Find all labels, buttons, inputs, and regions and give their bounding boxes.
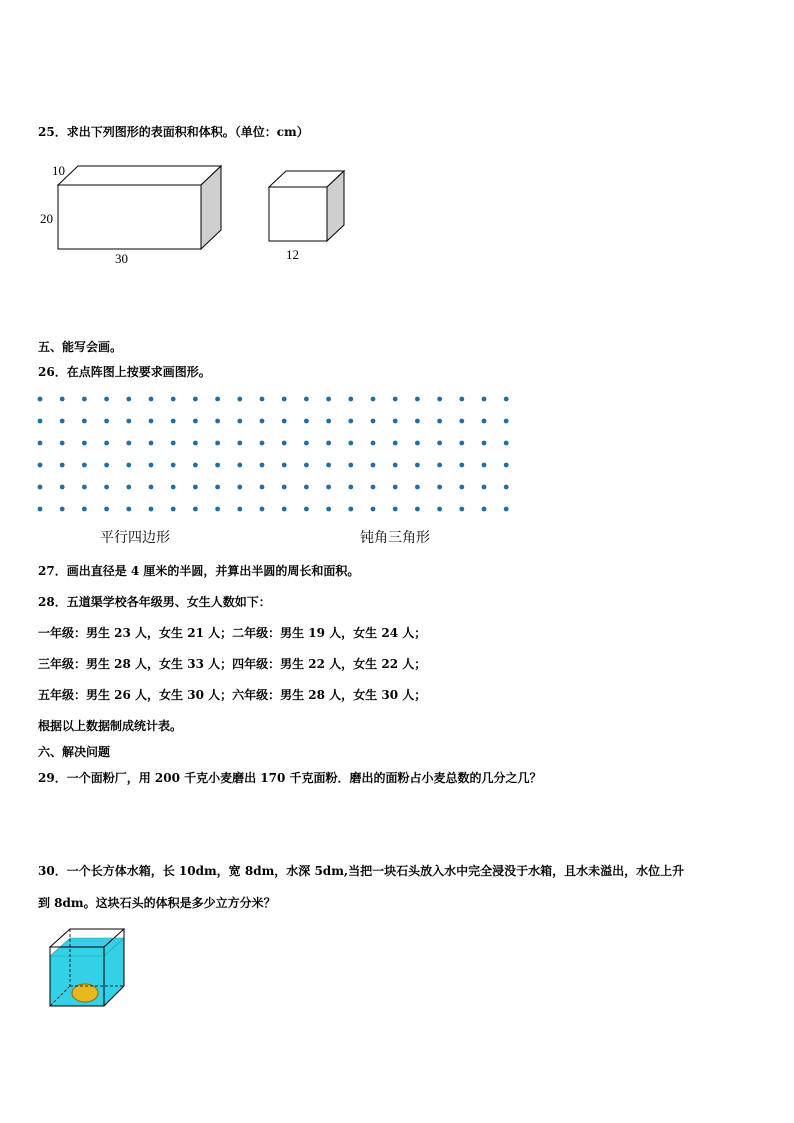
q26-title: 26．在点阵图上按要求画图形。	[38, 365, 211, 379]
q27-title: 27．画出直径是 4 厘米的半圆，并算出半圆的周长和面积。	[38, 564, 360, 578]
q28-line-3: 五年级：男生 26 人，女生 30 人；六年级：男生 28 人，女生 30 人；	[38, 688, 427, 702]
section6-title: 六、解决问题	[38, 745, 111, 759]
q25-title: 25．求出下列图形的表面积和体积。（单位：cm）	[38, 125, 309, 139]
cuboid-length-label: 30	[115, 251, 128, 266]
q30-line-1: 30．一个长方体水箱，长 10dm，宽 8dm，水深 5dm,当把一块石头放入水中完全浸没于水箱，且水未溢出，水位上升	[38, 864, 685, 878]
q28-title: 28．五道渠学校各年级男、女生人数如下：	[38, 595, 271, 609]
caption-obtuse-triangle: 钝角三角形	[360, 531, 430, 546]
section5-title: 五、能写会画。	[38, 340, 123, 354]
cuboid-depth-label: 10	[52, 163, 65, 178]
caption-parallelogram: 平行四边形	[100, 531, 170, 546]
q28-ending: 根据以上数据制成统计表。	[38, 719, 183, 733]
cube-edge-label: 12	[286, 247, 299, 262]
q28-line-1: 一年级：男生 23 人，女生 21 人；二年级：男生 19 人，女生 24 人；	[38, 626, 427, 640]
q28-line-2: 三年级：男生 28 人，女生 33 人；四年级：男生 22 人，女生 22 人；	[38, 657, 427, 671]
q30-line-2: 到 8dm。这块石头的体积是多少立方分米？	[38, 896, 276, 910]
stone	[72, 984, 98, 1002]
q29-title: 29．一个面粉厂，用 200 千克小麦磨出 170 千克面粉．磨出的面粉占小麦总数的几分之几？	[38, 771, 542, 785]
cuboid-height-label: 20	[40, 211, 53, 226]
